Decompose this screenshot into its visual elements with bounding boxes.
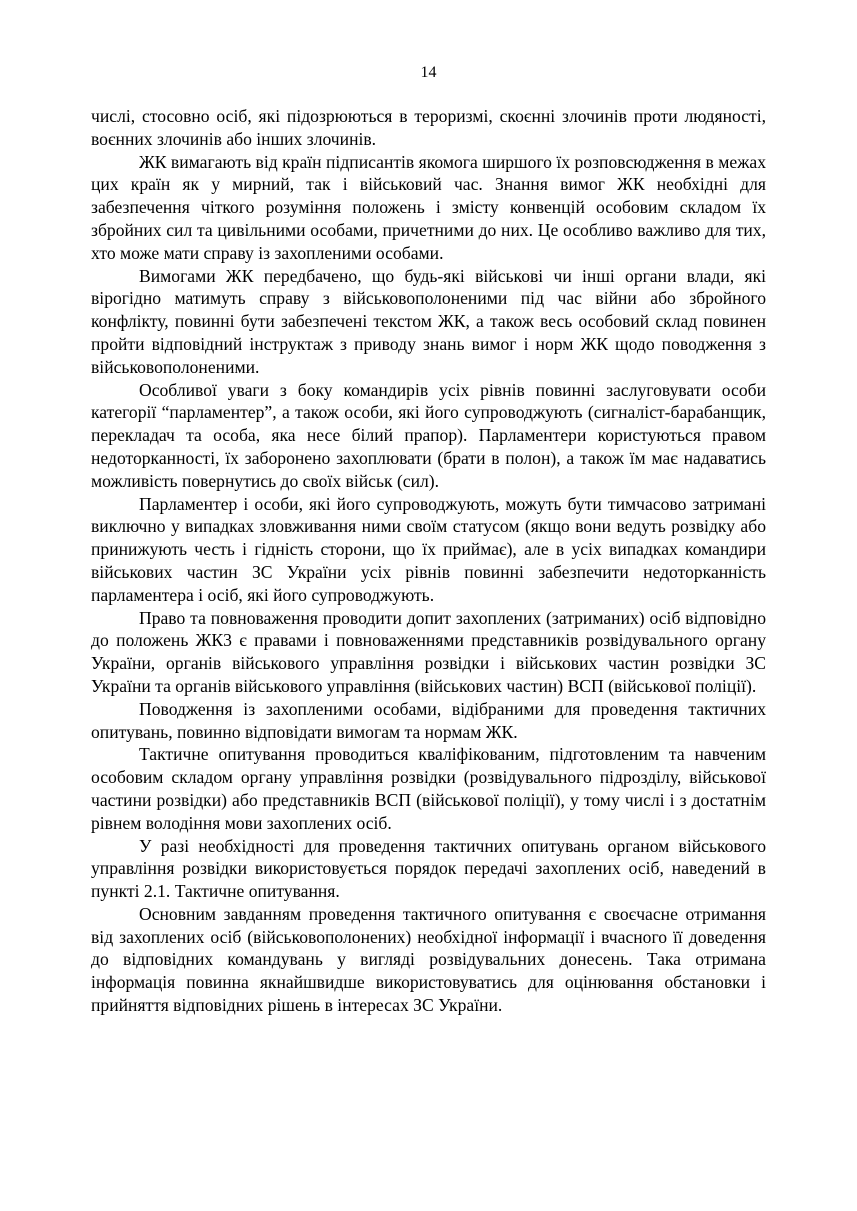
paragraph-continuation: числі, стосовно осіб, які підозрюються в тероризмі, скоєнні злочинів проти людяності, воєнних злочинів або інших злочинів. — [91, 106, 766, 149]
paragraph-transfer-procedure: У разі необхідності для проведення тактичних опитувань органом військового управління розвідки використовується порядок передачі захоплених осіб, наведений в пункті 2.1. Тактичне опитування. — [91, 835, 766, 902]
paragraph-dissemination: ЖК вимагають від країн підписантів якомога ширшого їх розповсюдження в межах цих країн як у мирний, так і військовий час. Знання вимог ЖК необхідні для забезпечення чіткого розуміння положень і змісту конвенцій особовим складом їх збройних сил та цивільними особами, причетними до них. Це особливо важливо для тих, хто може мати справу із захопленими особами. — [91, 151, 766, 263]
paragraph-treatment: Поводження із захопленими особами, відібраними для проведення тактичних опитувань, повинно відповідати вимогам та нормам ЖК. — [91, 698, 766, 742]
paragraph-parlementaire-detention: Парламентер і особи, які його супроводжують, можуть бути тимчасово затримані виключно у випадках зловживання ними своїм статусом (якщо вони ведуть розвідку або принижують честь і гідність сторони, що їх приймає), але в усіх випадках командири військових частин ЗС України усіх рівнів повинні забезпечити недоторканність парламентера і осіб, які його супроводжують. — [91, 493, 766, 605]
paragraph-tactical-questioning-staff: Тактичне опитування проводиться кваліфікованим, підготовленим та навченим особовим складом органу управління розвідки (розвідувального підрозділу, військової частини розвідки) або представників ВСП (військової поліції), у тому числі і з достатнім рівнем володіння мови захоплених осіб. — [91, 744, 766, 833]
page-number: 14 — [420, 64, 437, 81]
paragraph-parlementaire-category: Особливої уваги з боку командирів усіх рівнів повинні заслуговувати особи категорії “парламентер”, а також особи, які його супроводжують (сигналіст-барабанщик, перекладач та особа, яка несе білий прапор). Парламентери користуються правом недоторканності, їх заборонено захоплювати (брати в полон), а також їм має надаватись можливість повернутись до своїх військ (сил). — [91, 379, 766, 491]
paragraph-main-task: Основним завданням проведення тактичного опитування є своєчасне отримання від захоплених осіб (військовополонених) необхідної інформації і вчасного її доведення до відповідних командувань у вигляді розвідувальних донесень. Така отримана інформація повинна якнайшвидше використовуватись для оцінювання обстановки і прийняття відповідних рішень в інтересах ЗС України. — [91, 903, 766, 1016]
body-text — [91, 105, 766, 1017]
paragraph-interrogation-rights: Право та повноваження проводити допит захоплених (затриманих) осіб відповідно до положень ЖК3 є правами і повноваженнями представників розвідувального органу України, органів військового управління розвідки і військових частин розвідки ЗС України та органів військового управління (військових частин) ВСП (військової поліції). — [91, 607, 766, 696]
paragraph-authorities: Вимогами ЖК передбачено, що будь-які військові чи інші органи влади, які вірогідно матимуть справу з військовополоненими під час війни або збройного конфлікту, повинні бути забезпечені текстом ЖК, а також весь особовий склад повинен пройти відповідний інструктаж з приводу знань вимог і норм ЖК щодо поводження з військовополоненими. — [91, 265, 766, 377]
